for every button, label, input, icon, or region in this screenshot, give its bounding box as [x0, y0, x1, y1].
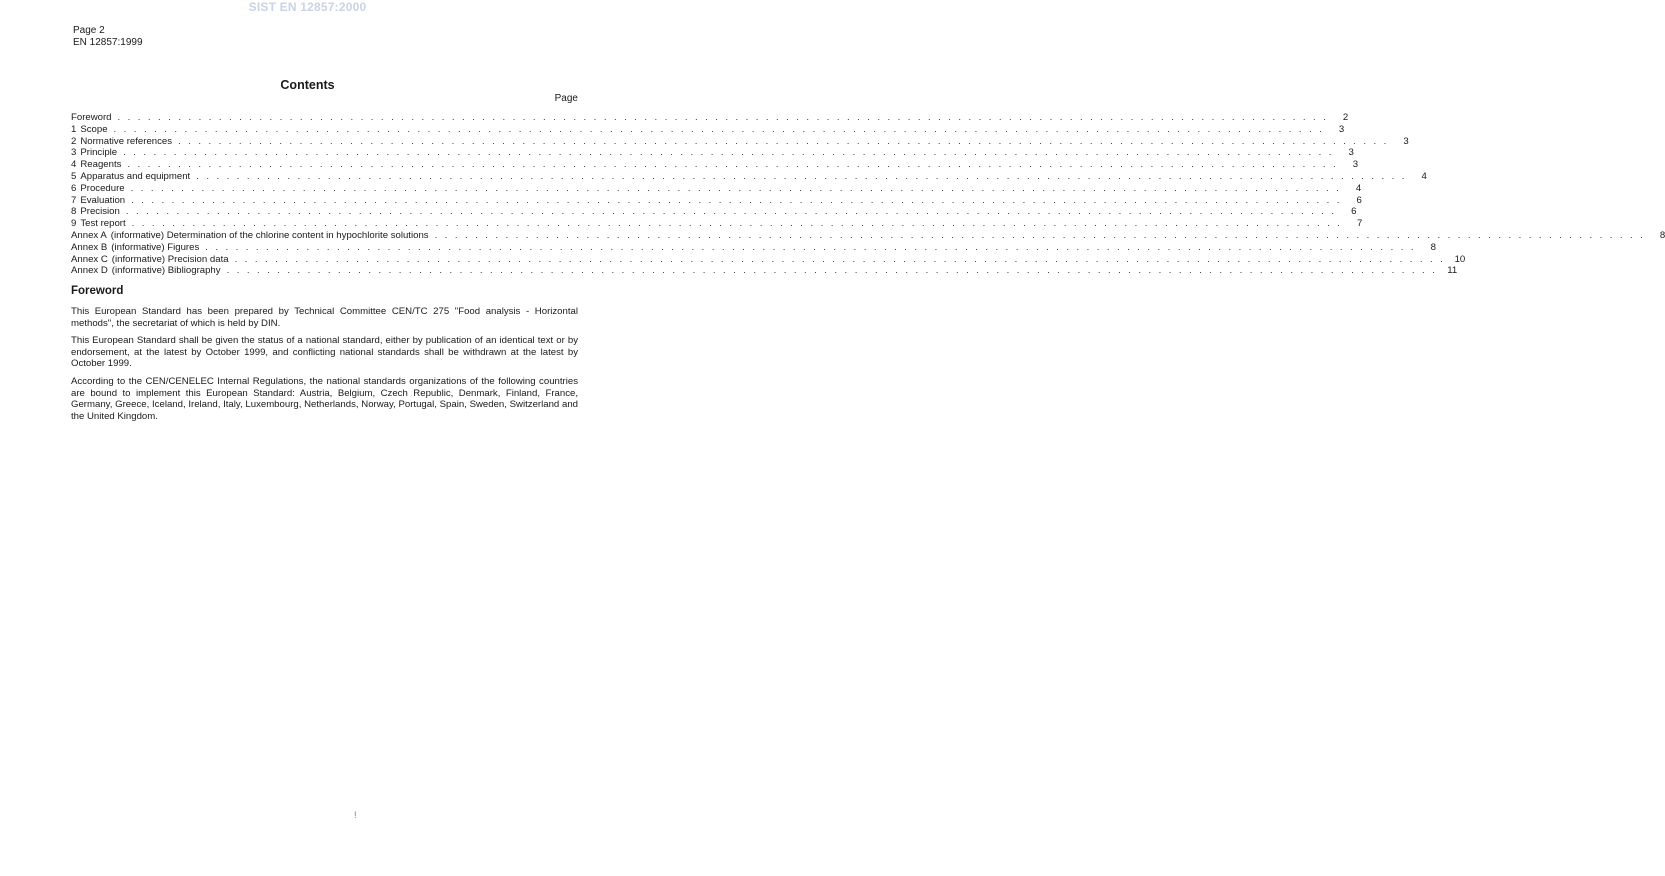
toc-leader-dots: . . . . . . . . . . . . . . . . . . . . . . . . . . . . . . . . . . . . . . . . . . . . . . . . . . . . . . . . . . . . . . . . . . . . . . . . . . . . . . . . . . . . . . . . . . . . . . . . . . . . . . . . . . . . . . . . . . . . . . . . — [205, 241, 1416, 253]
toc-entry-label: Procedure — [80, 182, 125, 194]
document-id: EN 12857:1999 — [73, 37, 143, 48]
toc-entry-number: 1 — [71, 123, 77, 135]
watermark: SIST EN 12857:2000 — [248, 0, 367, 14]
toc-leader-dots: . . . . . . . . . . . . . . . . . . . . . . . . . . . . . . . . . . . . . . . . . . . . . . . . . . . . . . . . . . . . . . . . . . . . . . . . . . . . . . . . . . . . . . . . . . . . . . . . . . . . . . . . . . . . . . . . . . . . . . . . — [127, 159, 1339, 171]
toc-entry-number: 3 — [71, 147, 77, 159]
toc-entry-label: Evaluation — [80, 194, 126, 206]
toc-leader-dots: . . . . . . . . . . . . . . . . . . . . . . . . . . . . . . . . . . . . . . . . . . . . . . . . . . . . . . . . . . . . . . . . . . . . . . . . . . . . . . . . . . . . . . . . . . . . . . . . . . . . . . . . . . . . . . . . . . . . . . . . — [117, 112, 1329, 123]
table-of-contents — [71, 112, 1665, 277]
toc-entry-number: 5 — [71, 170, 77, 182]
toc-entry[interactable] — [71, 194, 1362, 207]
toc-entry-page: 6 — [1356, 194, 1362, 206]
page-number: Page 2 — [73, 25, 105, 36]
toc-leader-dots: . . . . . . . . . . . . . . . . . . . . . . . . . . . . . . . . . . . . . . . . . . . . . . . . . . . . . . . . . . . . . . . . . . . . . . . . . . . . . . . . . . . . . . . . . . . . . . . . . . . . . . . . . . . . . . . . . . . . . . . . — [131, 218, 1343, 230]
page-column-heading: Page — [554, 93, 578, 104]
toc-leader-dots: . . . . . . . . . . . . . . . . . . . . . . . . . . . . . . . . . . . . . . . . . . . . . . . . . . . . . . . . . . . . . . . . . . . . . . . . . . . . . . . . . . . . . . . . . . . . . . . . . . . . . . . . . . . . . . . . . . . . . . . . — [196, 170, 1407, 182]
toc-entry-page: 3 — [1403, 135, 1409, 147]
toc-leader-dots: . . . . . . . . . . . . . . . . . . . . . . . . . . . . . . . . . . . . . . . . . . . . . . . . . . . . . . . . . . . . . . . . . . . . . . . . . . . . . . . . . . . . . . . . . . . . . . . . . . . . . . . . . . . . . . . . . . . . . . . . — [434, 229, 1646, 241]
toc-entry-label: (informative) Determination of the chlorine content in hypochlorite solutions — [110, 229, 429, 241]
toc-entry[interactable] — [71, 112, 1349, 124]
toc-entry-page: 2 — [1342, 112, 1349, 123]
toc-entry[interactable] — [71, 265, 1458, 277]
toc-entry-page: 11 — [1447, 265, 1458, 277]
toc-entry[interactable] — [71, 135, 1409, 148]
toc-entry[interactable] — [71, 123, 1345, 136]
toc-entry-label: Principle — [80, 147, 118, 159]
toc-entry-number: Annex C — [71, 253, 108, 265]
toc-leader-dots: . . . . . . . . . . . . . . . . . . . . . . . . . . . . . . . . . . . . . . . . . . . . . . . . . . . . . . . . . . . . . . . . . . . . . . . . . . . . . . . . . . . . . . . . . . . . . . . . . . . . . . . . . . . . . . . . . . . . . . . . — [123, 147, 1334, 159]
toc-entry-label: Test report — [80, 218, 126, 230]
toc-leader-dots: . . . . . . . . . . . . . . . . . . . . . . . . . . . . . . . . . . . . . . . . . . . . . . . . . . . . . . . . . . . . . . . . . . . . . . . . . . . . . . . . . . . . . . . . . . . . . . . . . . . . . . . . . . . . . . . . . . . . . . . . — [131, 194, 1342, 206]
footer-mark: ! — [354, 810, 357, 820]
toc-leader-dots: . . . . . . . . . . . . . . . . . . . . . . . . . . . . . . . . . . . . . . . . . . . . . . . . . . . . . . . . . . . . . . . . . . . . . . . . . . . . . . . . . . . . . . . . . . . . . . . . . . . . . . . . . . . . . . . . . . . . . . . . — [226, 265, 1438, 277]
toc-entry-page: 6 — [1351, 206, 1357, 218]
toc-leader-dots: . . . . . . . . . . . . . . . . . . . . . . . . . . . . . . . . . . . . . . . . . . . . . . . . . . . . . . . . . . . . . . . . . . . . . . . . . . . . . . . . . . . . . . . . . . . . . . . . . . . . . . . . . . . . . . . . . . . . . . . . — [130, 182, 1342, 194]
toc-entry[interactable] — [71, 170, 1427, 183]
toc-entry[interactable] — [71, 147, 1354, 159]
toc-entry-label: (informative) Precision data — [111, 253, 229, 265]
toc-entry[interactable] — [71, 241, 1436, 254]
foreword-paragraph-1: This European Standard has been prepared by Technical Committee CEN/TC 275 "Food analysis - Horizontal methods", the secretariat of which is held by DIN. — [71, 306, 578, 329]
toc-entry[interactable] — [71, 253, 1466, 266]
toc-entry-page: 10 — [1454, 253, 1466, 265]
toc-entry-number: Annex B — [71, 241, 108, 253]
page-header — [73, 25, 143, 49]
toc-entry-label: Scope — [80, 123, 108, 135]
toc-entry-page: 7 — [1356, 218, 1363, 230]
toc-entry-number: 6 — [71, 182, 77, 194]
toc-entry[interactable] — [71, 206, 1357, 218]
toc-entry-label: Apparatus and equipment — [80, 170, 191, 182]
toc-entry-label: Normative references — [80, 135, 173, 147]
toc-entry-page: 3 — [1352, 159, 1359, 171]
toc-leader-dots: . . . . . . . . . . . . . . . . . . . . . . . . . . . . . . . . . . . . . . . . . . . . . . . . . . . . . . . . . . . . . . . . . . . . . . . . . . . . . . . . . . . . . . . . . . . . . . . . . . . . . . . . . . . . . . . . . . . . . . . . — [113, 123, 1325, 135]
toc-entry[interactable] — [71, 159, 1359, 171]
foreword-heading: Foreword — [71, 285, 124, 297]
toc-entry-label: Foreword — [71, 112, 112, 123]
toc-entry-label: (informative) Bibliography — [111, 265, 221, 277]
toc-entry-page: 3 — [1348, 147, 1354, 159]
toc-entry-number: 4 — [71, 159, 77, 171]
toc-leader-dots: . . . . . . . . . . . . . . . . . . . . . . . . . . . . . . . . . . . . . . . . . . . . . . . . . . . . . . . . . . . . . . . . . . . . . . . . . . . . . . . . . . . . . . . . . . . . . . . . . . . . . . . . . . . . . . . . . . . . . . . . — [125, 206, 1337, 218]
toc-entry-number: 9 — [71, 218, 77, 230]
toc-entry-page: 4 — [1355, 182, 1362, 194]
toc-entry-number: 7 — [71, 194, 77, 206]
toc-entry-label: Reagents — [80, 159, 122, 171]
toc-entry-number: 2 — [71, 135, 77, 147]
toc-leader-dots: . . . . . . . . . . . . . . . . . . . . . . . . . . . . . . . . . . . . . . . . . . . . . . . . . . . . . . . . . . . . . . . . . . . . . . . . . . . . . . . . . . . . . . . . . . . . . . . . . . . . . . . . . . . . . . . . . . . . . . . . — [234, 253, 1446, 265]
contents-title: Contents — [280, 78, 335, 92]
toc-entry-label: (informative) Figures — [111, 241, 200, 253]
toc-entry[interactable] — [71, 229, 1665, 242]
toc-entry[interactable] — [71, 218, 1363, 230]
toc-entry-number: Annex A — [71, 229, 107, 241]
toc-leader-dots: . . . . . . . . . . . . . . . . . . . . . . . . . . . . . . . . . . . . . . . . . . . . . . . . . . . . . . . . . . . . . . . . . . . . . . . . . . . . . . . . . . . . . . . . . . . . . . . . . . . . . . . . . . . . . . . . . . . . . . . . — [178, 135, 1389, 147]
toc-entry[interactable] — [71, 182, 1362, 195]
toc-entry-page: 4 — [1421, 170, 1427, 182]
toc-entry-page: 8 — [1659, 229, 1665, 241]
foreword-paragraph-2: This European Standard shall be given the status of a national standard, either by publication of an identical text or by endorsement, at the latest by October 1999, and conflicting national standards shall be withdrawn at the latest by October 1999. — [71, 335, 578, 370]
toc-entry-number: 8 — [71, 206, 77, 218]
foreword-paragraph-3: According to the CEN/CENELEC Internal Regulations, the national standards organizations of the following countries are bound to implement this European Standard: Austria, Belgium, Czech Republic, Denmark, Finland, France, Germany, Greece, Iceland, Ireland, Italy, Luxembourg, Netherlands, Norway, Portugal, Spain, Sweden, Switzerland and the United Kingdom. — [71, 376, 578, 422]
toc-entry-label: Precision — [80, 206, 120, 218]
toc-entry-page: 3 — [1338, 123, 1345, 135]
toc-entry-number: Annex D — [71, 265, 108, 277]
toc-entry-page: 8 — [1430, 241, 1436, 253]
